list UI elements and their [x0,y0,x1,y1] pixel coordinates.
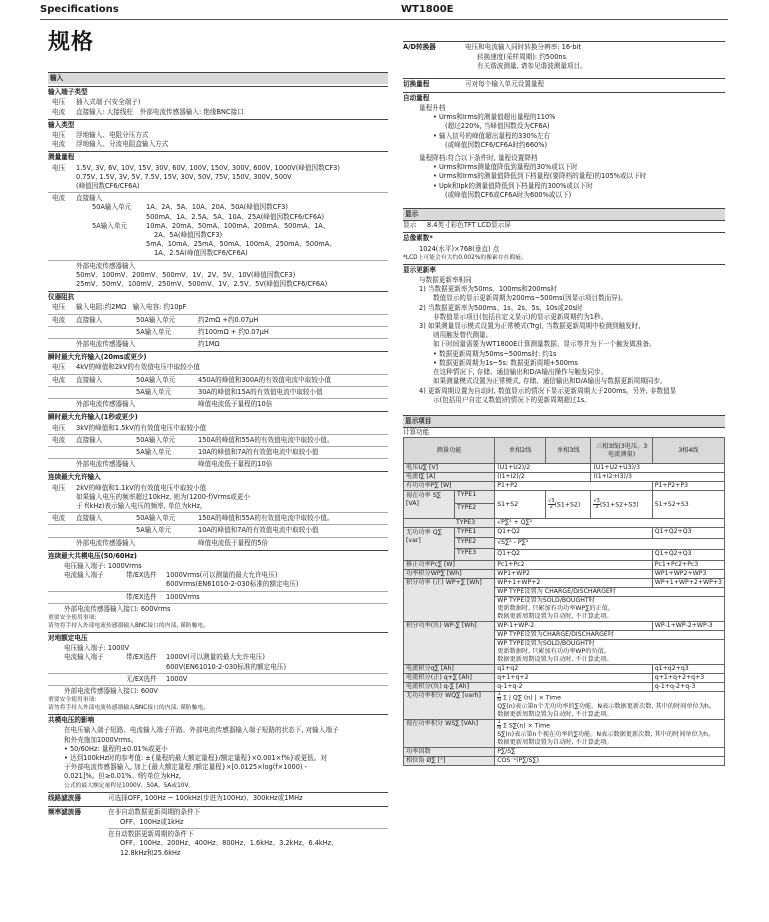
table-row [404,473,725,482]
label: 直接输入 [76,514,103,523]
cell: (S1+S2+S3) [599,501,639,509]
text: 于外部电流传感器输入, 加上{最大额定量程 /额定量程}×[0.0125×log(f×1000) - [64,763,307,772]
continuous-heading: 连续最大允许输入 [48,471,388,483]
value: 插入式端子(安全端子) [76,98,141,107]
header-left: Specifications [40,4,119,15]
value: 电压输入端子: 1000V [64,644,130,653]
value: 约1MΩ [198,340,220,349]
text: • Urms和Irms的测量值超出量程的110% [433,113,556,122]
fraction-sqrt3-3: $\frac{√3}{3}$ [593,498,600,511]
value: 约100mΩ + 约0.07μH [198,327,269,336]
text: 如下时间量需要为WT1800E计算测量数据、显示等并为下一个触发做准备。 [433,340,656,349]
label: 无/EX选件 [126,674,157,683]
text: 3) 如果测量显示模式设置为正常模式(Trg), 当数据更新周期中检测到触发时, [419,322,641,331]
label: 50A输入单元 [92,203,132,212]
cell: TYPE3 [457,549,477,557]
text: 示(包括用户自定义数值)的情况下的更新周期超过1s。 [433,395,591,404]
freq-filter-heading: 频率滤波器 [48,807,81,816]
header-rule [40,19,728,20]
value: 150A的峰值和55A的有效值电流中取较小值。 [198,435,334,444]
label: 电流 [52,375,66,384]
label: 电流 [52,315,66,324]
value: 直接输入: 大接线柱 外部电流传感器输入: 绝缘BNC接口 [76,107,244,116]
right-column [403,41,725,766]
value: 1000Vrms(可以测量的最大允许电压) [166,571,278,580]
value: 可对每个输入单元设置量程 [465,79,545,88]
text: 2) 当数据更新率为500ms、1s、2s、5s、10s或20s时 [419,303,583,312]
cell: WP TYPE设置为SOLD/BOUGHT时 [497,640,595,648]
label: 电压 [52,131,66,140]
label: 电流输入端子 [64,571,104,580]
cell: WP-1+WP-2+WP-3 [652,622,724,631]
value: 转换速度(采样周期): 约500ns [477,53,567,62]
value: 2A、5A(峰值因数CF3) [154,231,223,240]
cell: 视在功率积分 WS∑ [VAh] [404,720,495,748]
cell: 电压U∑ [V] [404,464,495,473]
label: 5A输入单元 [136,526,172,535]
th-3p4w: 3相4线 [652,438,724,464]
value: 450A的峰值和300A的有效值电流中取较小值 [198,375,332,384]
table-row [404,622,725,631]
value: 4kV的峰值和2kV的有效值电压中取较小值 [76,363,200,372]
value: 1.5V, 3V, 6V, 10V, 15V, 30V, 60V, 100V, 150V, 300V, 600V, 1000V(峰值因数CF3) [76,163,340,172]
page-title: 规格 [48,30,95,55]
value: 电压和电流输入同时转换分辨率: 16-bit [465,43,582,51]
header-center: WT1800E [401,4,454,15]
cell: TYPE3 [404,519,495,528]
label: 电压 [52,423,66,432]
value: 峰值电流低于量程的10倍 [198,400,273,409]
text: • Urms和Irms的测量值降低到下档量程(要降档的量程)的105%或以下时 [433,172,647,181]
left-column [48,30,388,858]
th-1p3w: 单相3线 [546,438,591,464]
cell: TYPE1 [455,491,494,504]
value: 1000Vrms [166,592,200,601]
text: 0.021]%。但≥0.01%。f的单位为kHz。 [64,772,186,781]
text: 与数据更新率相同 [419,276,472,285]
note: 请勿将手持入外部电流传感器输入BNC接口的内部, 谨防触电。 [48,705,209,712]
cell: 功率积分WP∑ [Wh] [404,570,495,579]
text: • 达到100kHz时的参考值: ±{量程的最大额定量程}/额定量程}×0.001×f%}或更低。对 [64,753,328,762]
value: 外部电流传感器输入接口: 600V [64,686,158,695]
section-input: 输入 [48,72,388,84]
cell: q+1+q+2+q+3 [652,674,724,683]
range-switch-heading: 切换量程 [403,79,430,88]
cell: Pc1+Pc2+Pc3 [652,561,724,570]
table-row [404,757,725,766]
ad-heading: A/D转换器 [403,43,436,51]
cell: (I1+I2+I3)/3 [591,473,725,482]
label: 电流 [52,107,66,116]
label: 直接输入 [76,375,103,384]
cell: Pc1+Pc2 [495,561,652,570]
value: 外部电流传感器输入接口: 600Vrms [64,604,171,613]
value: 峰值电流低于量程的5倍 [198,538,269,547]
cell: Q1+Q2 [495,528,652,539]
value: 浮地输入、分流电阻盒输入方式 [76,140,169,149]
value: 10mA、20mA、50mA、100mA、200mA、500mA、1A、 [146,221,330,230]
note: 重要安全使用事项: [48,614,97,621]
text: 公式的最大额定量程是1000V、50A、5A或10V。 [64,782,195,789]
label: 5A输入单元 [136,447,172,456]
cell: P∑/S∑ [495,748,725,757]
cell: (U1+U2+U3)/3 [591,464,725,473]
text: 在电压输入端子短路、电流输入端子开路、外部电流传感器输入端子短路的状态下, 对输入端子 [64,726,339,735]
th-function: 测量功能 [404,438,495,464]
label: 5A输入单元 [92,221,128,230]
label: 电流 [52,435,66,444]
text: 量程升档 [419,104,446,113]
cell: WP1+WP2 [495,570,652,579]
label: 电流输入端子 [64,653,104,662]
cell: 修正功率Pc∑ [W] [404,561,495,570]
cell: 无功功率 Q∑ [var] [406,529,442,545]
cmr-heading: 共模电压的影响 [48,714,388,726]
fraction-1-n: $\frac{1}{N}$ [497,691,501,704]
note: 请勿将手持入外部电流传感器输入BNC接口的内部, 谨防触电。 [48,622,209,629]
label: 外部电流传感器输入 [76,460,136,469]
label: 5A输入单元 [136,327,172,336]
value: 30A的峰值和15A的有效值电流中取较小值 [198,387,323,396]
table-row [404,491,725,519]
label: 带/EX选件 [126,571,157,580]
cell: 电流I∑ [A] [404,473,495,482]
cell: (I1+I2)/2 [495,473,591,482]
cell: Q∑(n)表示第n个无功功率的∑功能。N表示数据更新次数, 其中的时间单位为h。 [497,703,716,711]
value: 25mV、50mV、100mV、250mV、500mV、1V、2.5V、5V(峰值因数CF6/CF6A) [76,280,328,289]
impedance-heading: 仪器阻抗 [48,291,388,303]
cell: 积分功率 (正) WP+∑ [Wh] [404,579,495,622]
value: 12.8kHz和25.6kHz [120,848,181,857]
value: (峰值因数CF6/CF6A) [76,182,140,191]
value: 1000V [166,674,188,683]
cell: WP-1+WP-2 [495,622,652,631]
label: 显示 [403,221,417,230]
peak1-heading: 瞬时最大允许输入(1秒或更少) [48,411,388,423]
text: 量程降档:符合以下条件时, 量程设置降档 [419,154,538,163]
value: 有关谐波测量, 请参见谐波测量项目。 [477,62,587,71]
value: 峰值电流低于量程的10倍 [198,460,273,469]
value: 600Vrms(EN61010-2-030标准的额定电压) [166,580,299,589]
cell: 有功功率P∑ [W] [404,482,495,491]
update-heading: 显示更新率 [403,264,725,276]
table-row [404,519,725,528]
label: 直接输入 [76,435,103,444]
line-filter-heading: 线路滤波器 [48,793,81,802]
range-heading: 测量量程 [48,151,388,163]
cell: 积分功率(负) WP-∑ [Wh] [404,622,495,665]
table-row [404,482,725,491]
cell: q-1+q-2+q-3 [652,683,724,692]
th-3p3w: 三相3线(3电压、3电流测量) [591,438,652,464]
text: • Urms和Irms测量值降低到量程的30%或以下时 [433,163,578,172]
text: • 50/60Hz: 量程的±0.01%或更小 [64,744,168,753]
text: • 数据更新周期为50ms~500ms时: 约1s [433,349,557,358]
cell: q1+q2+q3 [652,665,724,674]
label: 50A输入单元 [136,435,176,444]
cell: COS⁻¹(P∑/S∑) [495,757,725,766]
cell: P1+P2+P3 [652,482,724,491]
table-row [404,579,725,588]
text: 和外壳施加1000Vrms。 [64,735,138,744]
table-row [404,720,725,748]
cell: 视在功率 S∑ [VA] [406,492,441,508]
auto-range-heading: 自动量程 [403,92,725,104]
text: • 输入信号的峰值超出量程的330%左右 [433,131,551,140]
value: 可选择OFF, 100Hz ~ 100kHz(步进为100Hz)、300kHz或1MHz [108,793,303,802]
th-1p2w: 单相2线 [495,438,546,464]
cell: 电流积分(正) q+∑ [Ah] [404,674,495,683]
label: 外部电流传感器输入 [76,261,136,270]
text: 在这种情况下, 存储、通信输出和D/A输出操作与触发同步。 [433,368,608,377]
cell: 更新数据时, 只累加有功功率WP的负值。 [497,648,611,656]
cell: 数据更新周期设置为自动时, 不计算此项。 [497,613,613,621]
ground-heading: 对地额定电压 [48,632,388,644]
cell: 功率因数 [404,748,495,757]
fraction-sqrt3-2: $\frac{√3}{2}$ [548,498,555,511]
cell: 无功功率积分 WQ∑ [varh] [404,692,495,720]
calc-table [403,437,725,766]
text: 则用触发替代测量。 [433,331,493,340]
label: 电压 [52,483,66,492]
table-row [404,665,725,674]
value: 1000V(可以测量的最大允许电压) [166,653,265,662]
section-display: 显示 [403,208,725,220]
value: 150A的峰值和55A的有效值电流中取较小值。 [198,514,334,523]
value: 约2mΩ +约0.07μH [198,315,259,324]
value: 5mA、10mA、25mA、50mA、100mA、250mA、500mA、 [146,240,336,249]
table-row [404,748,725,757]
note: 重要安全使用事项: [48,697,97,704]
value: 1A、2.5A(峰值因数CF6/CF6A) [154,249,248,258]
calc-heading: 计算功能 [403,427,725,437]
cell: √P∑² + Q∑² [495,519,725,528]
fraction-1-n: $\frac{1}{N}$ [497,719,501,732]
value: 输入电阻:约2MΩ 输入电容: 约10pF [76,303,187,312]
cell: WP+1+WP+2+WP+3 [652,579,724,588]
table-row [404,692,725,720]
text: (超过220%, 当峰值因数设为CF6A) [445,122,550,131]
cell: WP TYPE设置为CHARGE/DISCHARGE时 [495,631,725,640]
cell: 数据更新周期设置为自动时, 不计算此项。 [497,656,613,664]
text: 1) 当数据更新率为50ms、100ms和200ms时 [419,285,557,294]
value: 在非自动数据更新周期的条件下 [108,807,201,816]
common-mode-heading: 连续最大共模电压(50/60Hz) [48,550,388,562]
value: 10A的峰值和7A的有效值电流中取较小值 [198,447,319,456]
label: 电压 [52,98,66,107]
text: 非数值显示项目(包括自定义显示)的显示更新周期约为1秒。 [433,312,608,321]
cell: q1+q2 [495,665,652,674]
value: OFF、100Hz、200Hz、400Hz、800Hz、1.6kHz、3.2kHz、6.4kHz、 [120,839,338,848]
input-type-heading: 输入类型 [48,119,388,131]
label: 50A输入单元 [136,514,176,523]
value: 直接输入 [76,194,103,203]
label: 外部电流传感器输入 [76,538,136,547]
table-row [404,528,725,539]
cell: S∑(n)表示第n个视在功率的∑功能。N表示数据更新次数, 其中的时间单位为h。 [497,731,715,739]
cell: TYPE2 [455,538,494,549]
cell: 相位角 Ø∑ [°] [404,757,495,766]
cell: 电流积分(负) q-∑ [Ah] [404,683,495,692]
value: OFF、100Hz或1kHz [120,818,184,826]
table-row [404,561,725,570]
label: 电压 [52,163,66,172]
label: 带/EX选件 [126,592,157,601]
note: *LCD上可能会有大约0.002%的像素存在瑕疵。 [403,254,527,261]
value: 3kV的峰值和1.5kV的有效值电压中取较小值 [76,423,207,432]
value: 浮地输入、电阻分压方式 [76,131,149,140]
cell: S1+S2+S3 [652,491,724,519]
cell: 数据更新周期设置为自动时, 不计算此项。 [497,739,613,747]
cell: Σ S∑(n) × Time [502,722,550,730]
table-row [404,674,725,683]
label: 外部电流传感器输入 [76,400,136,409]
value: 0.75V, 1.5V, 3V, 5V, 7.5V, 15V, 30V, 50V, 75V, 150V, 300V, 500V [76,172,292,181]
cell: Q1+Q2+Q3 [652,528,724,539]
label: 电压 [52,303,66,312]
text: 如果测量模式设置为正常模式, 存储、通信输出和D/A输出与数据更新周期同步。 [433,377,667,386]
label: 外部电流传感器输入 [76,340,136,349]
text: (或峰值因数CF6或CF6A时为600%或以下) [445,190,572,199]
cell: (S1+S2) [554,501,581,509]
value: 电压输入端子: 1000Vrms [64,561,142,570]
cell: 数据更新周期设置为自动时, 不计算此项。 [497,711,613,719]
cell: WP TYPE设置为 CHARGE/DISCHARGE时 [495,588,725,597]
text: • Upk和Ipk的测量值降低到下档量程的300%或以下时 [433,181,593,190]
text: (或峰值因数CF6/CF6A时约660%) [445,140,548,149]
table-row [404,683,725,692]
pixels-heading: 总像素数* [403,232,725,244]
label: 50A输入单元 [136,375,176,384]
terminal-heading: 输入端子类型 [48,86,388,98]
cell: √S∑² - P∑² [495,539,725,550]
cell: WP TYPE设置为SOLD/BOUGHT时 [497,597,595,605]
section-display-items: 显示项目 [403,415,725,427]
label: 电流 [52,514,66,523]
label: 带/EX选件 [126,653,157,662]
value: 如果输入电压的频率超过10kHz, 则为(1200-f)Vrms或更小 [76,492,250,501]
cell: WP1+WP2+WP3 [652,570,724,579]
value: 在自动数据更新周期的条件下 [108,830,194,839]
text: • 数据更新周期为1s~5s: 数据更新周期+500ms [433,358,578,367]
value: 600V(EN61010-2-030标准的额定电压) [166,662,287,671]
cell: Q1+Q2 [495,550,652,561]
cell: Q1+Q2+Q3 [652,550,724,561]
cell: q-1+q-2 [495,683,652,692]
text: 4) 更新周期设置为自动时, 数值显示的情况下显示更新周期大于200ms。另外, 非数值显 [419,386,677,395]
label: 电流 [52,140,66,149]
value: 1A、2A、5A、10A、20A、50A(峰值因数CF3) [146,203,288,212]
cell: P1+P2 [495,482,652,491]
label: 50A输入单元 [136,315,176,324]
value: 2kV的峰值和1.1kV的有效值电压中取较小值 [76,483,207,492]
cell: S1+S2 [495,491,546,519]
cell: TYPE2 [457,504,477,512]
cell: (U1+U2)/2 [495,464,591,473]
cell: 电流积分q∑ [Ah] [404,665,495,674]
table-row [404,570,725,579]
cell: q+1+q+2 [495,674,652,683]
label: 电压 [52,363,66,372]
label: 直接输入 [76,315,103,324]
cell: TYPE1 [455,528,494,538]
value: 50mV、100mV、200mV、500mV、1V、2V、5V、10V(峰值因数CF3) [76,270,296,279]
cell: Σ | Q∑ (n) | × Time [502,694,561,702]
cell: 更新数据时, 只累加有功功率WP∑的正值。 [497,605,615,613]
cell: WP+1+WP+2 [495,579,652,588]
table-row [404,464,725,473]
label: 5A输入单元 [136,387,172,396]
peak20-heading: 瞬时最大允许输入(20ms或更少) [48,351,388,363]
value: 1024(水平)×768(垂直) 点 [419,244,500,253]
value: 于 f(kHz)表示输入电压的频率, 单位为kHz。 [76,501,207,510]
label: 电流 [52,194,66,203]
text: 数值显示的显示更新周期为200ms~500ms(因显示项目数而异)。 [433,294,628,303]
value: 8.4英寸彩色TFT LCD显示屏 [427,221,511,230]
value: 10A的峰值和7A的有效值电流中取较小值 [198,526,319,535]
value: 500mA、1A、2.5A、5A、10A、25A(峰值因数CF6/CF6A) [146,212,325,221]
